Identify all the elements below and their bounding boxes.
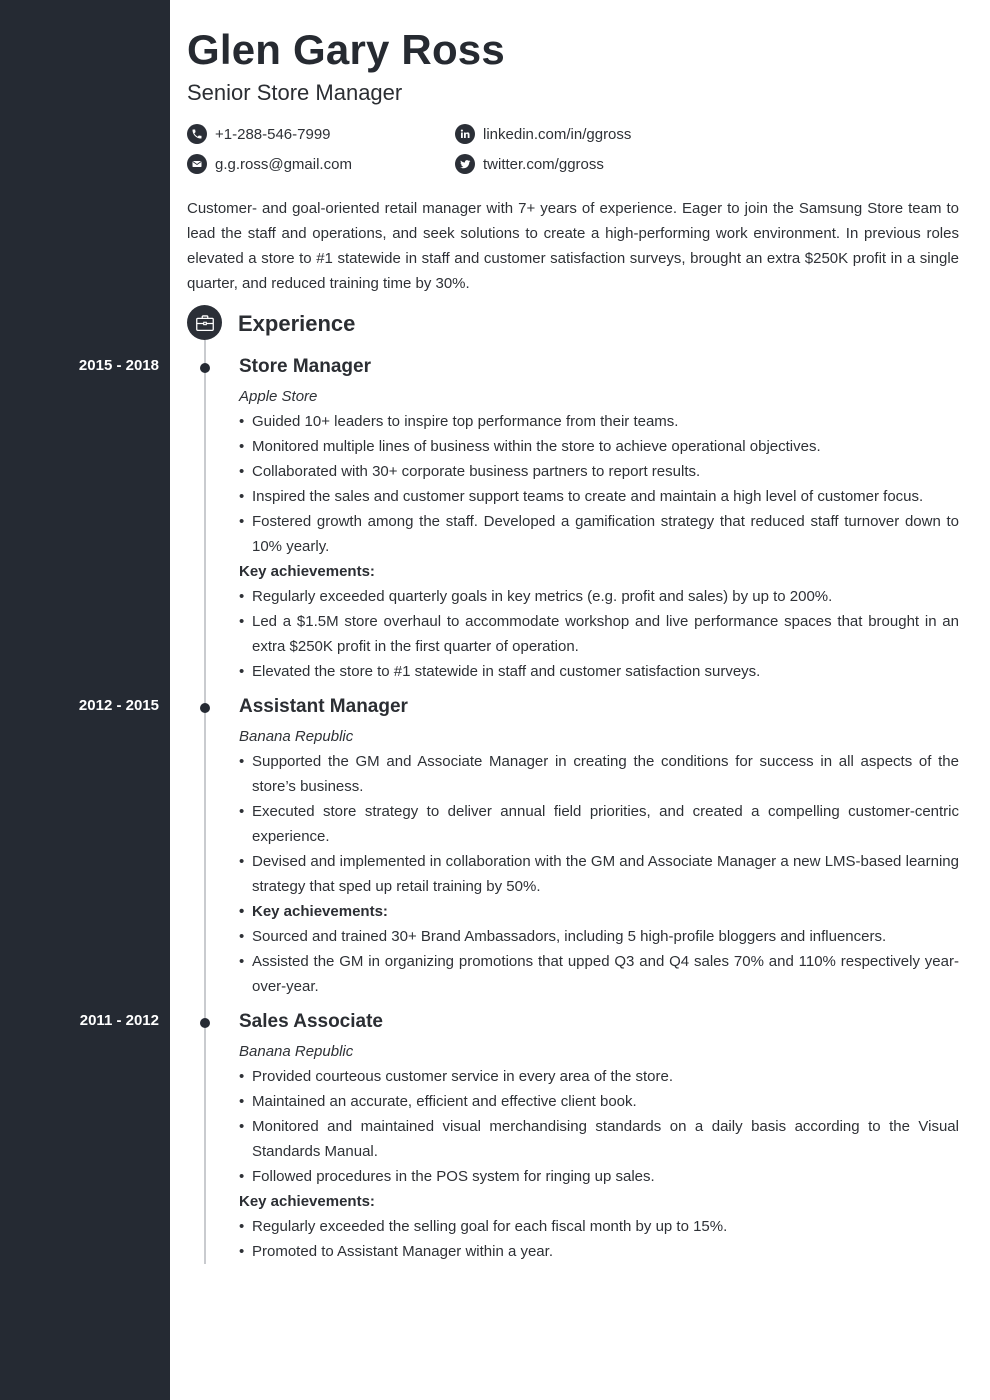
job-entry bbox=[239, 1010, 959, 1264]
job-dates: 2015 - 2018 bbox=[78, 357, 159, 374]
contact-linkedin bbox=[455, 123, 631, 145]
list-item: • Maintained an accurate, efficient and effective client book. bbox=[239, 1089, 959, 1114]
responsibilities-list bbox=[239, 409, 959, 559]
list-item: • Provided courteous customer service in every area of the store. bbox=[239, 1064, 959, 1089]
timeline-line bbox=[204, 340, 206, 1264]
achievements-list bbox=[239, 1214, 959, 1264]
timeline-dot bbox=[200, 363, 210, 373]
company-name: Banana Republic bbox=[239, 728, 354, 745]
phone-icon bbox=[187, 124, 207, 144]
responsibilities-list bbox=[239, 1064, 959, 1189]
phone-text: +1-288-546-7999 bbox=[215, 125, 331, 143]
linkedin-icon bbox=[455, 124, 475, 144]
contact-phone bbox=[187, 123, 331, 145]
briefcase-icon bbox=[187, 305, 222, 340]
list-item: • Monitored multiple lines of business within the store to achieve operational objectives. bbox=[239, 434, 959, 459]
company-name: Banana Republic bbox=[239, 1043, 354, 1060]
list-item: • Executed store strategy to deliver annual field priorities, and created a compelling customer-centric experience. bbox=[239, 799, 959, 849]
linkedin-text: linkedin.com/in/ggross bbox=[483, 125, 632, 143]
candidate-name: Glen Gary Ross bbox=[187, 26, 505, 73]
list-item: • Devised and implemented in collaboration with the GM and Associate Manager a new LMS-based learning strategy that sped up retail training by 50%. bbox=[239, 849, 959, 899]
twitter-icon bbox=[455, 154, 475, 174]
list-item: • Supported the GM and Associate Manager in creating the conditions for success in all aspects of the store’s business. bbox=[239, 749, 959, 799]
list-item: • Sourced and trained 30+ Brand Ambassadors, including 5 high-profile bloggers and influencers. bbox=[239, 924, 959, 949]
job-dates: 2011 - 2012 bbox=[79, 1012, 159, 1029]
job-entry bbox=[239, 695, 959, 999]
achievements-list bbox=[239, 584, 959, 684]
list-item: • Fostered growth among the staff. Developed a gamification strategy that reduced staff turnover down to 10% yearly. bbox=[239, 509, 959, 559]
job-title-headline: Senior Store Manager bbox=[187, 80, 403, 105]
list-item: • Promoted to Assistant Manager within a year. bbox=[239, 1239, 959, 1264]
email-text: g.g.ross@gmail.com bbox=[215, 155, 352, 173]
list-item: • Regularly exceeded quarterly goals in key metrics (e.g. profit and sales) by up to 200%. bbox=[239, 584, 959, 609]
contact-email bbox=[187, 153, 352, 175]
twitter-text: twitter.com/ggross bbox=[483, 155, 604, 173]
achievements-label: Key achievements: bbox=[239, 563, 375, 580]
achievements-label: Key achievements: bbox=[239, 1193, 375, 1210]
company-name: Apple Store bbox=[239, 388, 318, 405]
responsibilities-list bbox=[239, 749, 959, 999]
job-title: Assistant Manager bbox=[239, 696, 408, 717]
job-title: Store Manager bbox=[239, 356, 371, 377]
list-item: • Regularly exceeded the selling goal for each fiscal month by up to 15%. bbox=[239, 1214, 959, 1239]
list-item: • Collaborated with 30+ corporate business partners to report results. bbox=[239, 459, 959, 484]
contact-twitter bbox=[455, 153, 604, 175]
job-entry bbox=[239, 355, 959, 684]
list-item: • Assisted the GM in organizing promotions that upped Q3 and Q4 sales 70% and 110% respectively year-over-year. bbox=[239, 949, 959, 999]
achievements-label: • Key achievements: bbox=[239, 899, 959, 924]
list-item: • Led a $1.5M store overhaul to accommodate workshop and live performance spaces that brought in an extra $250K profit in the first quarter of operation. bbox=[239, 609, 959, 659]
list-item: • Followed procedures in the POS system for ringing up sales. bbox=[239, 1164, 959, 1189]
list-item: • Guided 10+ leaders to inspire top performance from their teams. bbox=[239, 409, 959, 434]
timeline-dot bbox=[200, 703, 210, 713]
timeline-dot bbox=[200, 1018, 210, 1028]
experience-section-title: Experience bbox=[238, 311, 356, 336]
envelope-icon bbox=[187, 154, 207, 174]
job-title: Sales Associate bbox=[239, 1011, 383, 1032]
list-item: • Inspired the sales and customer support teams to create and maintain a high level of customer focus. bbox=[239, 484, 959, 509]
list-item: • Monitored and maintained visual merchandising standards on a daily basis according to the Visual Standards Manual. bbox=[239, 1114, 959, 1164]
job-dates: 2012 - 2015 bbox=[78, 697, 159, 714]
profile-summary: Customer- and goal-oriented retail manager with 7+ years of experience. Eager to join the Samsung Store team to lead the staff and operations, and seek solutions to create a high-performing work environment. In previous roles elevated a store to #1 statewide in staff and customer satisfaction surveys, brought an extra $250K profit in a single quarter, and reduced training time by 30%. bbox=[187, 200, 959, 292]
list-item: • Elevated the store to #1 statewide in staff and customer satisfaction surveys. bbox=[239, 659, 959, 684]
